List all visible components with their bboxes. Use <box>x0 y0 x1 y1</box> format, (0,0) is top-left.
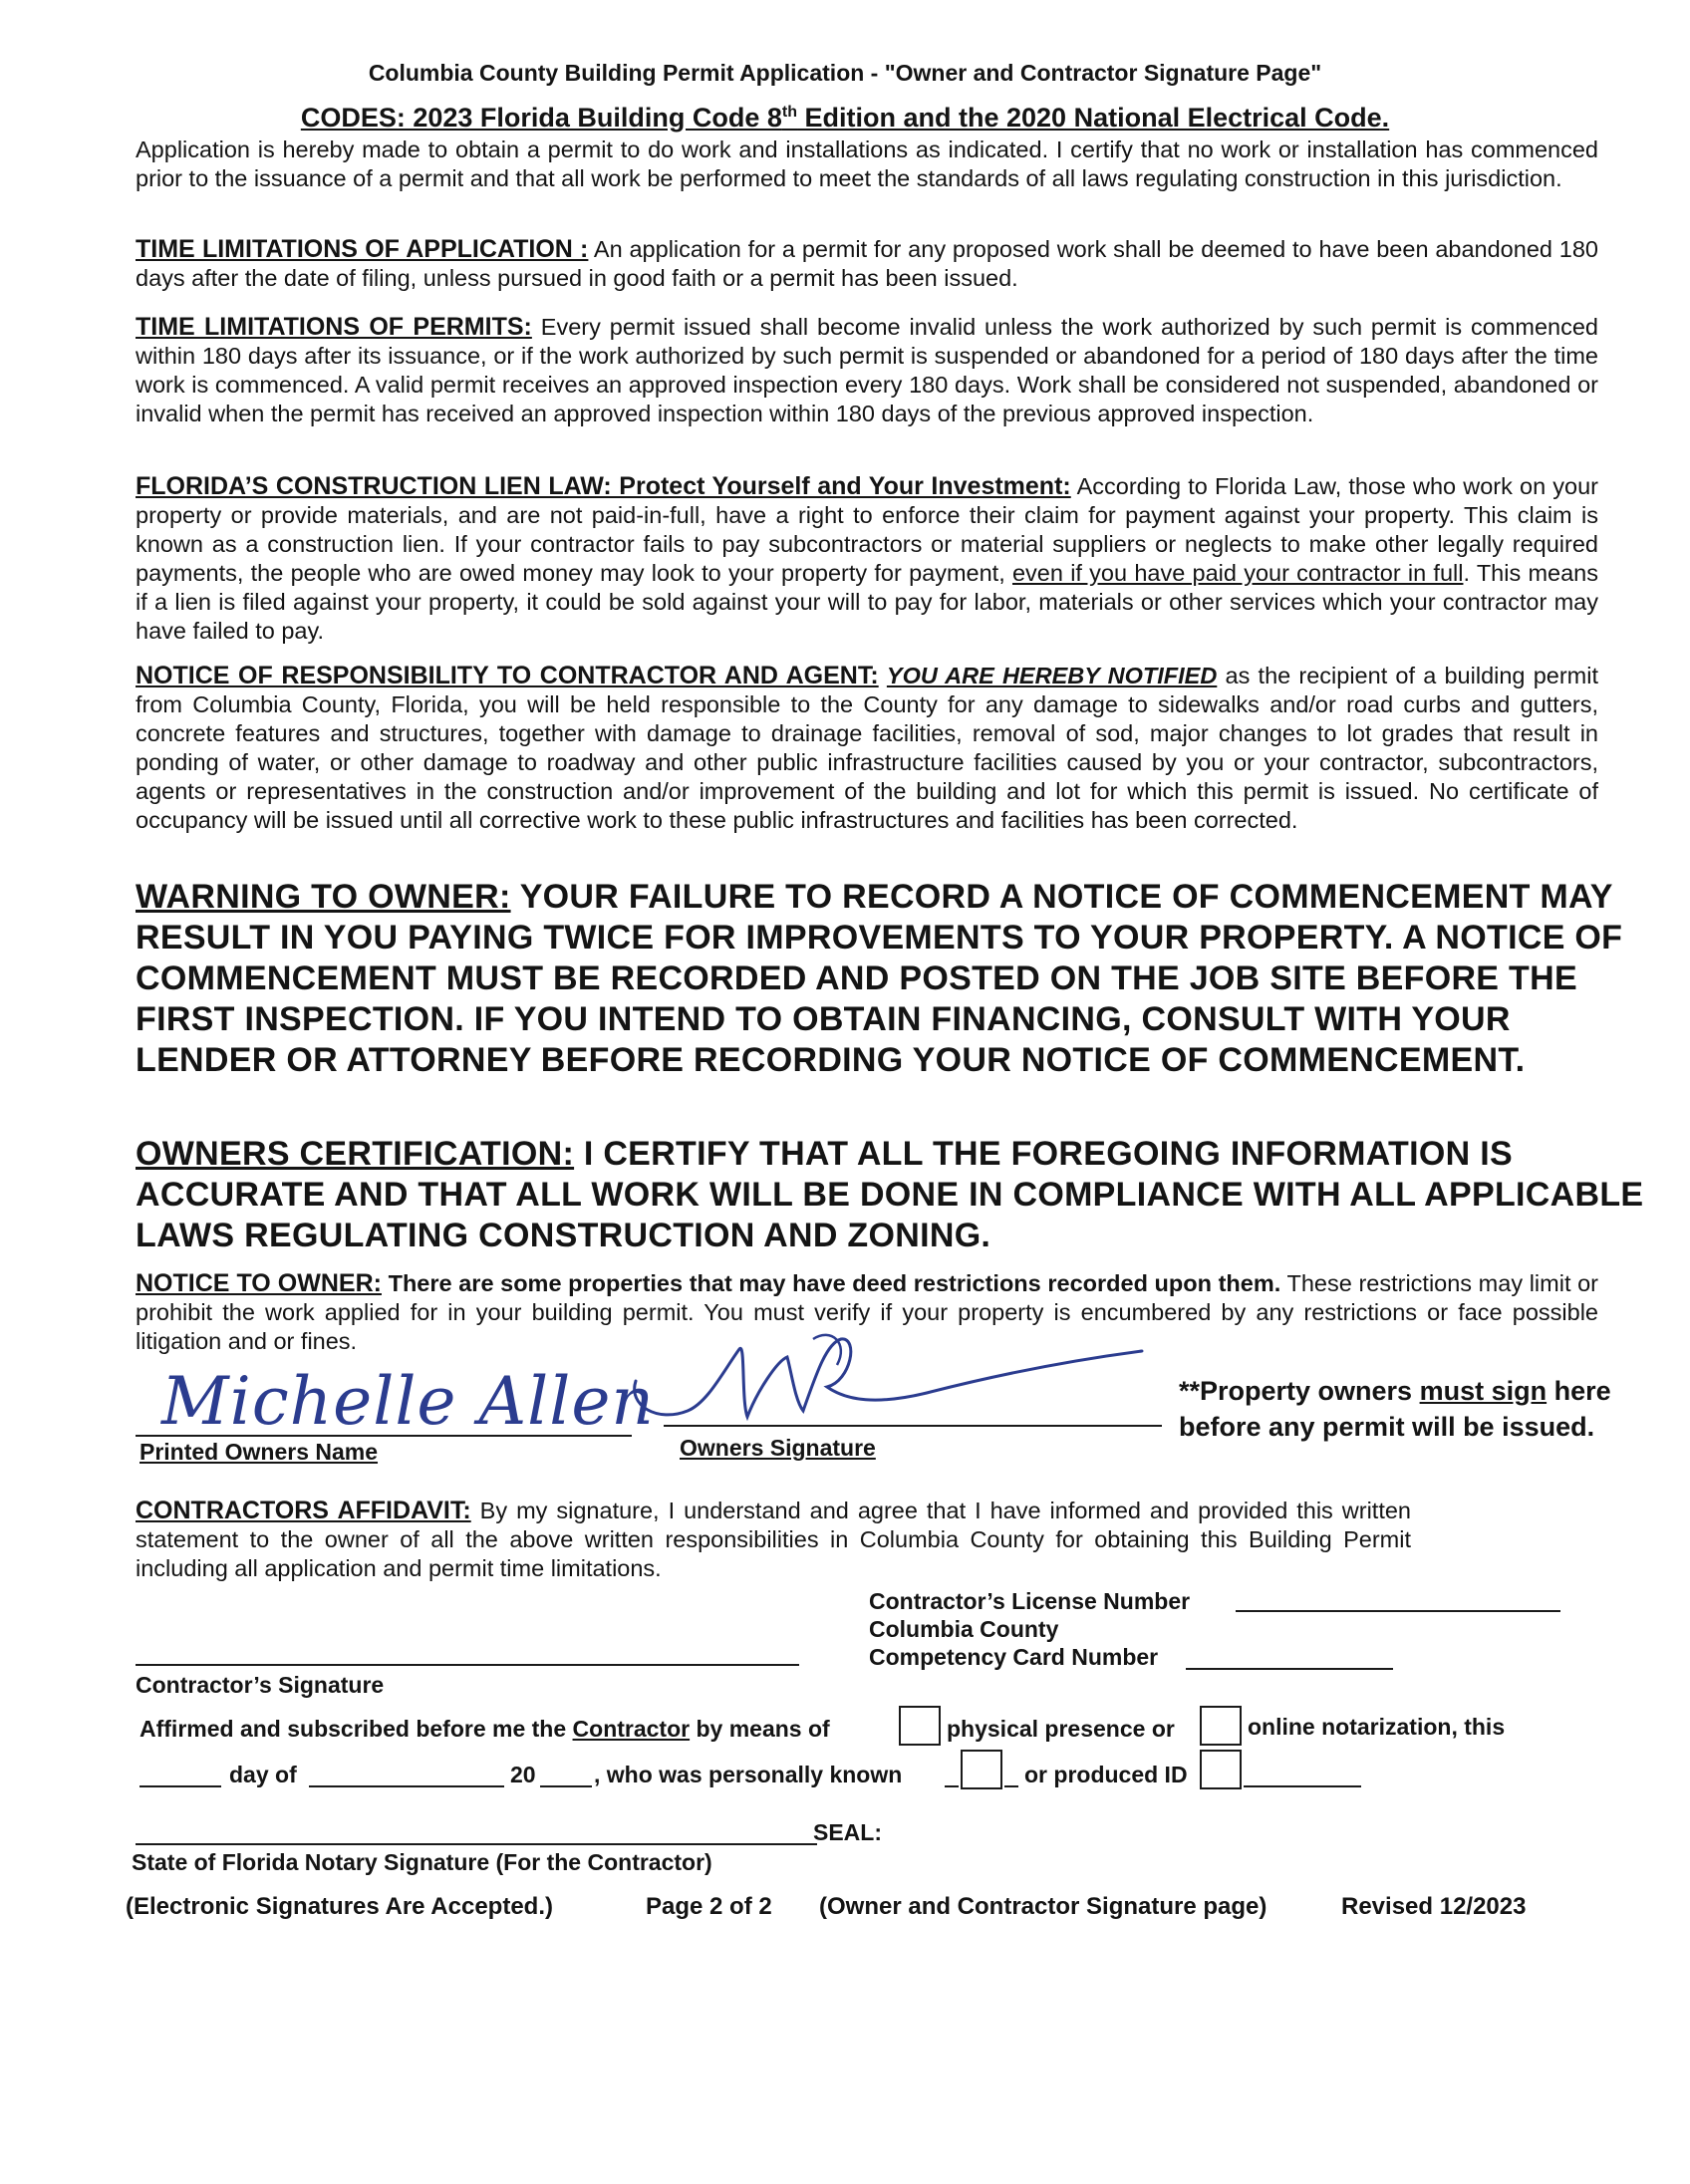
physical-presence-label: physical presence or <box>947 1716 1175 1742</box>
contractor-license-line <box>1236 1610 1560 1612</box>
section-heading: NOTICE TO OWNER: <box>136 1269 382 1297</box>
day-line <box>140 1785 221 1787</box>
section-heading: NOTICE OF RESPONSIBILITY TO CONTRACTOR AND AGENT: <box>136 662 879 689</box>
time-limitations-permits: TIME LIMITATIONS OF PERMITS: Every permit issued shall become invalid unless the work authorized by such permit is commenced within 180 days after its issuance, or if the work authorized by such permit is suspended or abandoned for a period of 180 days after the time work is commenced. A valid permit receives an approved inspection every 180 days. Work shall be considered not suspended, abandoned or invalid when the permit has received an approved inspection within 180 days of the previous approved inspection. <box>136 313 1598 426</box>
application-intro: Application is hereby made to obtain a permit to do work and installations as indicated. I certify that no work or installation has commenced prior to the issuance of a permit and that all work be performed to meet the standards of all laws regulating construction in this jurisdiction. <box>136 136 1598 191</box>
codes-line: CODES: 2023 Florida Building Code 8th Edition and the 2020 National Electrical Code. <box>300 103 1390 133</box>
affirmed-text: Affirmed and subscribed before me the Contractor by means of <box>140 1716 830 1742</box>
document-title: Columbia County Building Permit Application - "Owner and Contractor Signature Page" <box>368 60 1322 86</box>
notary-signature-line <box>136 1843 817 1845</box>
section-heading: CONTRACTORS AFFIDAVIT: <box>136 1497 471 1524</box>
competency-card-label: Competency Card Number <box>869 1644 1159 1670</box>
known-trail-line <box>1004 1785 1018 1787</box>
printed-owner-name-value: Michelle Allen <box>161 1363 655 1440</box>
contractor-license-label: Contractor’s License Number <box>869 1588 1191 1614</box>
notice-to-owner: NOTICE TO OWNER: There are some properties that may have deed restrictions recorded upon them. These restrictions may limit or prohibit the work applied for in your building permit. You must verify if your property is encumbered by any restrictions or face possible litigation and or fines. <box>136 1269 1599 1354</box>
produced-id-checkbox[interactable] <box>1200 1750 1242 1789</box>
footer-page-number: Page 2 of 2 <box>646 1893 772 1920</box>
seal-label: SEAL: <box>813 1819 882 1845</box>
owners-certification: OWNERS CERTIFICATION: I CERTIFY THAT ALL THE FOREGOING INFORMATION IS ACCURATE AND THAT ALL WORK WILL BE DONE IN COMPLIANCE WITH ALL APPLICABLE LAWS REGULATING CONSTRUCTION AND ZONING. <box>136 1135 1644 1254</box>
warning-to-owner: WARNING TO OWNER: YOUR FAILURE TO RECORD A NOTICE OF COMMENCEMENT MAY RESULT IN YOU PAYING TWICE FOR IMPROVEMENTS TO YOUR PROPERTY. A NOTICE OF COMMENCEMENT MUST BE RECORDED AND POSTED ON THE JOB SITE BEFORE THE FIRST INSPECTION. IF YOU INTEND TO OBTAIN FINANCING, CONSULT WITH YOUR LENDER OR ATTORNEY BEFORE RECORDING YOUR NOTICE OF COMMENCEMENT. <box>136 878 1623 1079</box>
footer-revised-date: Revised 12/2023 <box>1341 1893 1527 1920</box>
year-prefix-label: 20 <box>510 1762 536 1787</box>
construction-lien-law: FLORIDA’S CONSTRUCTION LIEN LAW: Protect Yourself and Your Investment: According to Florida Law, those who work on your property or provide materials, and are not paid-in-full, have a right to enforce their claim for payment against your property. This claim is known as a construction lien. If your contractor fails to pay subcontractors or material suppliers or neglects to make other legally required payments, the people who are owed money may look to your property for payment, even if you have paid your contractor in full. This means if a lien is filed against your property, it could be sold against your will to pay for labor, materials or other services which your contractor may have failed to pay. <box>136 472 1598 644</box>
day-of-label: day of <box>229 1762 297 1787</box>
personally-known-checkbox[interactable] <box>961 1750 1002 1789</box>
contractor-signature-line <box>136 1664 799 1666</box>
online-notarization-label: online notarization, this <box>1248 1714 1506 1740</box>
notary-signature-label: State of Florida Notary Signature (For the Contractor) <box>132 1849 712 1875</box>
month-line <box>309 1785 504 1787</box>
competency-card-line <box>1186 1668 1393 1670</box>
section-heading: TIME LIMITATIONS OF APPLICATION : <box>136 235 589 263</box>
columbia-county-label: Columbia County <box>869 1616 1059 1642</box>
year-line <box>540 1785 592 1787</box>
produced-id-label: or produced ID <box>1024 1762 1188 1787</box>
physical-presence-checkbox[interactable] <box>899 1706 941 1746</box>
footer-page-name: (Owner and Contractor Signature page) <box>819 1893 1268 1920</box>
online-notarization-checkbox[interactable] <box>1200 1706 1242 1746</box>
owner-signature-line <box>664 1425 1162 1427</box>
notice-of-responsibility: NOTICE OF RESPONSIBILITY TO CONTRACTOR AND AGENT: YOU ARE HEREBY NOTIFIED as the recipient of a building permit from Columbia County, Florida, you will be held responsible to the County for any damage to sidewalks and/or road curbs and gutters, concrete features and structures, together with damage to drainage facilities, removal of sod, major changes to lot grades that result in ponding of water, or other damage to roadway and other public infrastructure facilities caused by you or your contractor, subcontractors, agents or representatives in the construction and/or improvement of the building and lot for which this permit is issued. No certificate of occupancy will be issued until all corrective work to these public infrastructures and facilities has been corrected. <box>136 662 1598 833</box>
section-heading: FLORIDA’S CONSTRUCTION LIEN LAW: Protect Yourself and Your Investment: <box>136 472 1071 500</box>
contractor-signature-label: Contractor’s Signature <box>136 1672 385 1698</box>
owner-signature-label: Owners Signature <box>680 1435 876 1461</box>
footer-electronic-signatures: (Electronic Signatures Are Accepted.) <box>126 1893 553 1920</box>
printed-name-line <box>136 1435 632 1437</box>
section-heading: TIME LIMITATIONS OF PERMITS: <box>136 313 532 341</box>
known-lead-line <box>945 1785 959 1787</box>
contractors-affidavit: CONTRACTORS AFFIDAVIT: By my signature, I understand and agree that I have informed and provided this written statement to the owner of all the above written responsibilities in Columbia County for obtaining this Building Permit including all application and permit time limitations. <box>136 1497 1412 1581</box>
time-limitations-application: TIME LIMITATIONS OF APPLICATION : An application for a permit for any proposed work shall be deemed to have been abandoned 180 days after the date of filing, unless pursued in good faith or a permit has been issued. <box>136 235 1598 291</box>
personally-known-label: , who was personally known <box>594 1762 903 1787</box>
property-owner-sign-note: **Property owners must sign here before any permit will be issued. <box>1179 1376 1611 1442</box>
printed-name-label: Printed Owners Name <box>140 1439 379 1465</box>
id-type-line <box>1244 1785 1361 1787</box>
